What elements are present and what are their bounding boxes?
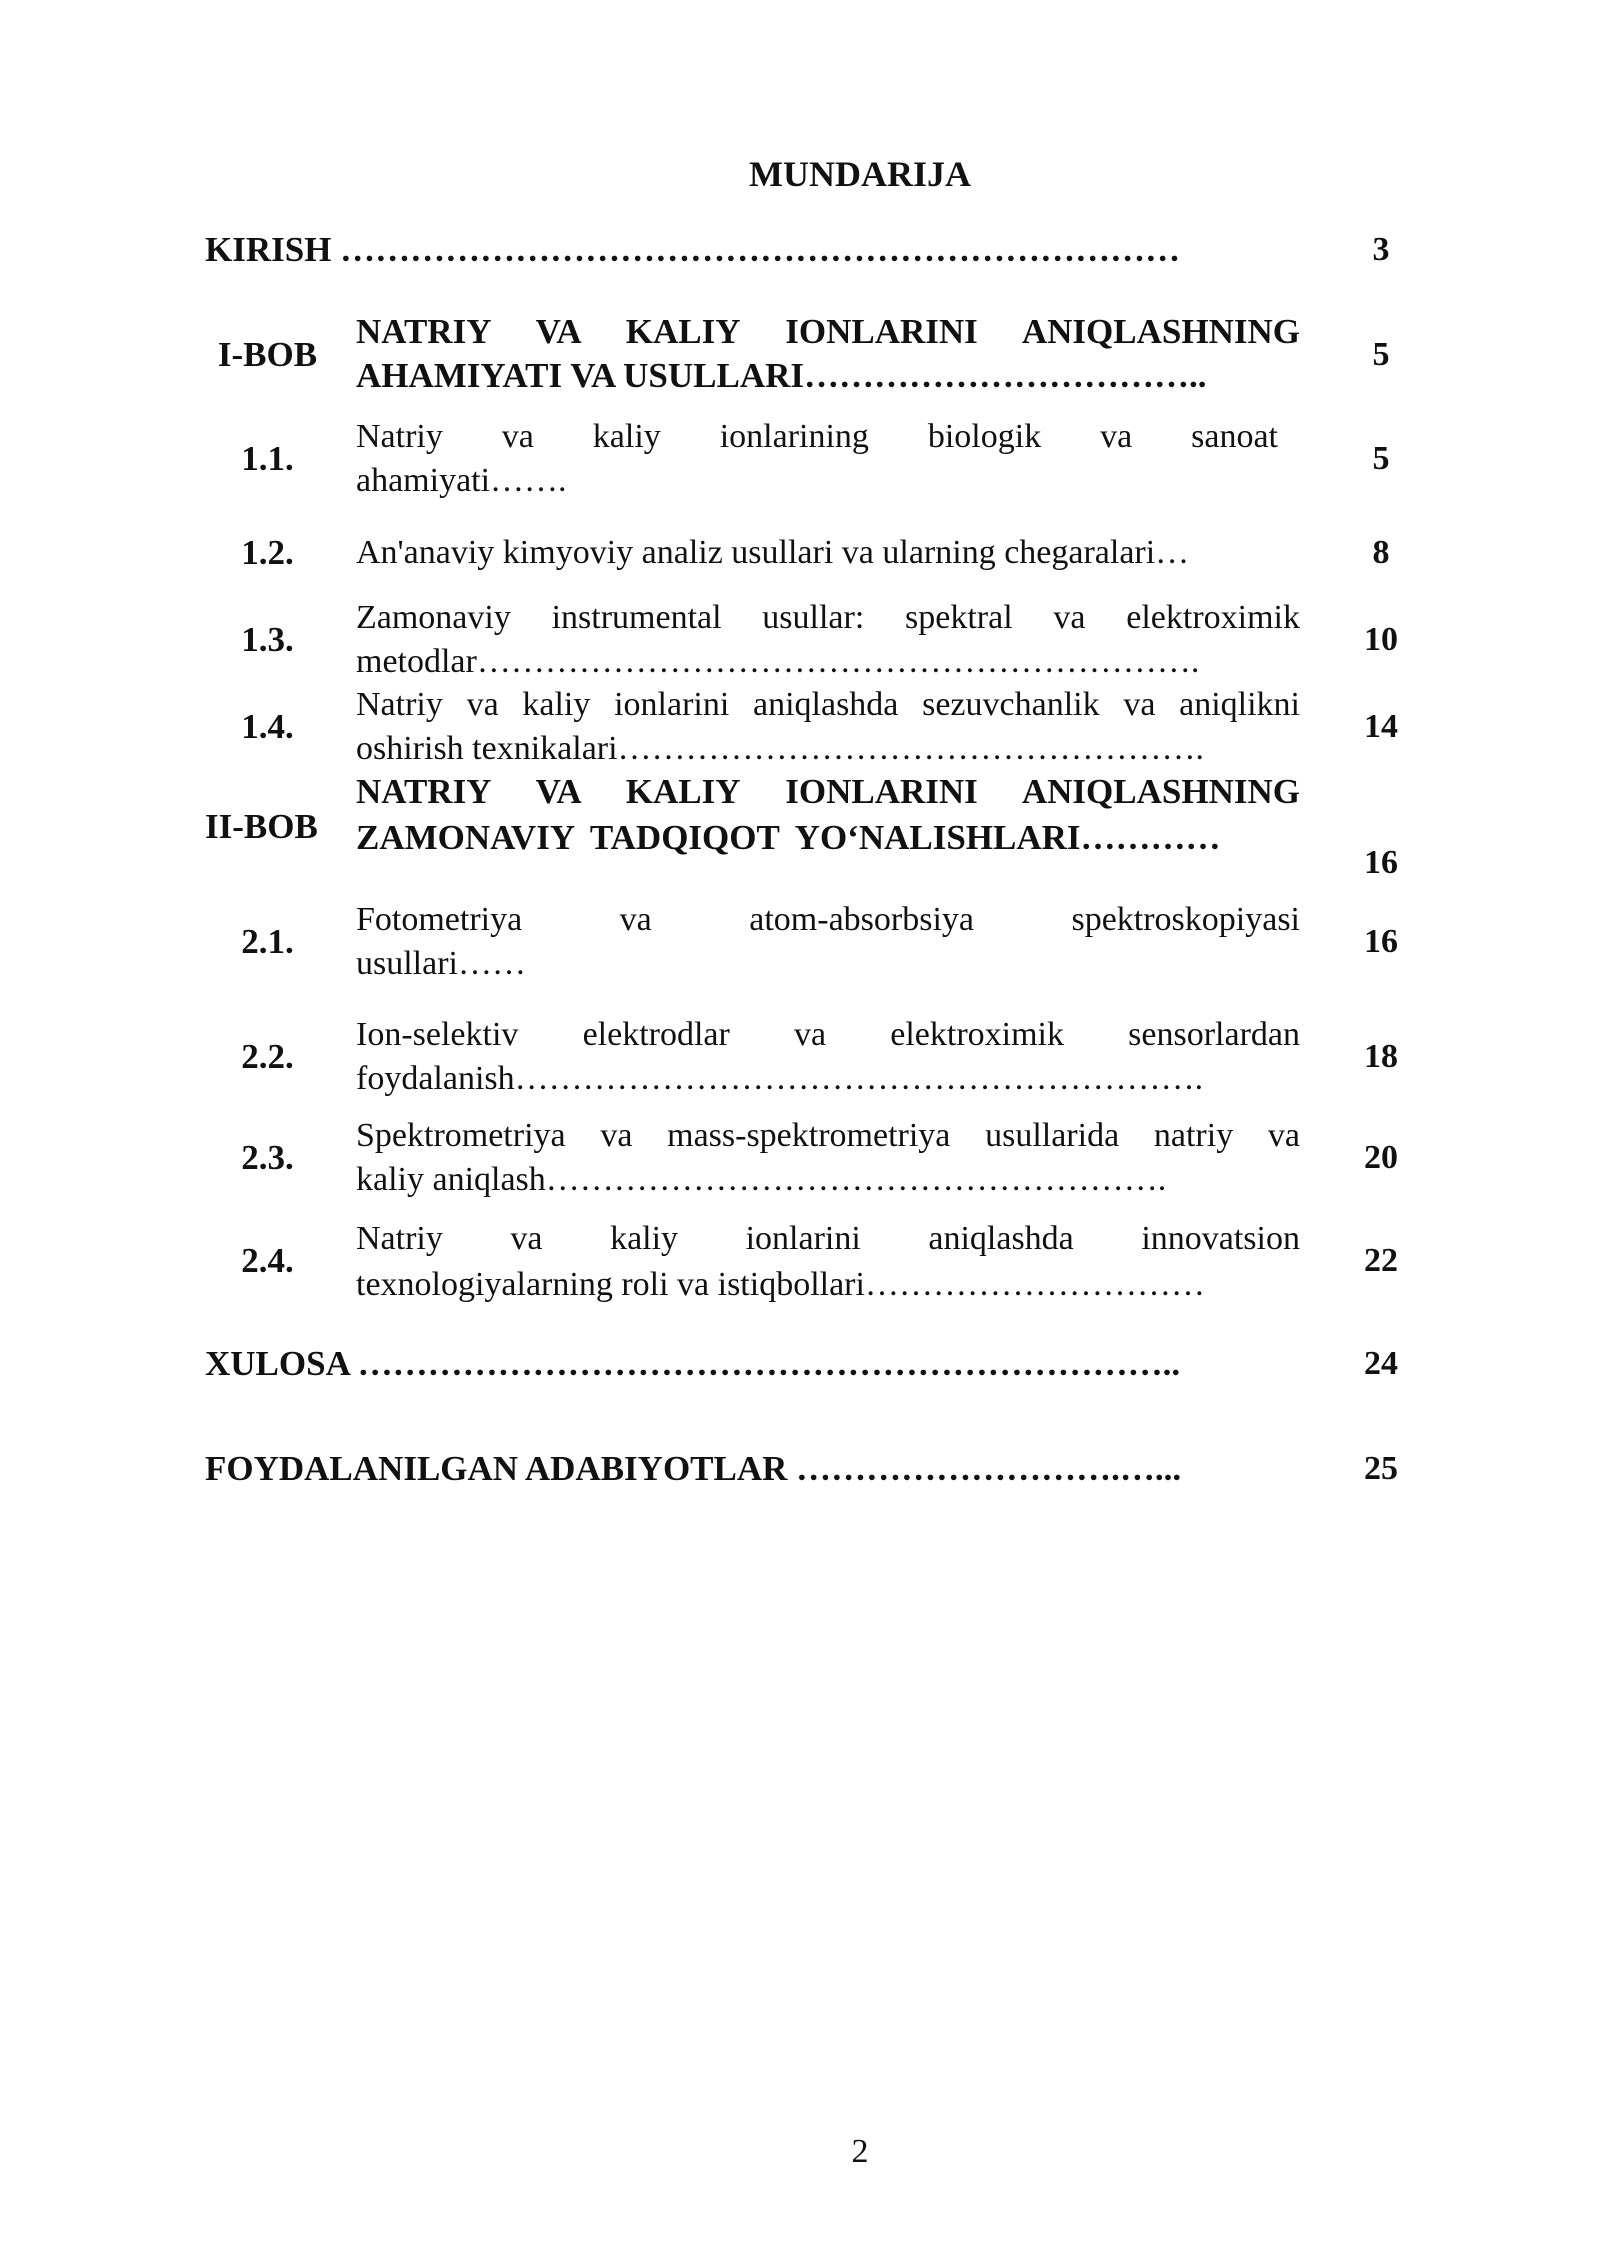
section-title-line-1: Spektrometriya va mass-spektrometriya usullarida natriy va (356, 1117, 1300, 1154)
entry-page-number: 20 (1364, 1139, 1398, 1176)
chapter-title-line-2: ZAMONAVIY TADQIQOT YO‘NALISHLARI………… (356, 818, 1221, 857)
chapter-title-line-1: NATRIY VA KALIY IONLARINI ANIQLASHNING (356, 772, 1300, 811)
chapter-title (356, 310, 1300, 398)
chapter-title-line-1: NATRIY VA KALIY IONLARINI ANIQLASHNING (356, 312, 1300, 351)
section-title-line-2: foydalanish……………………………………………………. (356, 1060, 1204, 1097)
section-title-line-1: Ion-selektiv elektrodlar va elektroximik sensorlardan (356, 1016, 1300, 1053)
entry-label: KIRISH ……………………………………………………………… (205, 230, 1181, 269)
section-title (356, 898, 1300, 986)
entry-page-number: 22 (1364, 1242, 1398, 1279)
section-number: 1.1. (241, 439, 294, 478)
entry-page-number: 8 (1372, 534, 1390, 571)
toc-title: MUNDARIJA (749, 154, 971, 194)
entry-page-number: 16 (1364, 844, 1398, 881)
section-number: 2.4. (241, 1241, 294, 1280)
entry-page-number: 18 (1364, 1038, 1398, 1075)
section-number: 2.3. (241, 1138, 294, 1177)
section-title-line-2: texnologiyalarning roli va istiqbollari………………………… (356, 1266, 1205, 1303)
entry-page-number: 5 (1372, 336, 1390, 373)
chapter-title (356, 769, 1300, 861)
entry-page-number: 5 (1372, 440, 1390, 477)
chapter-number: II-BOB (205, 807, 318, 846)
entry-page-number: 10 (1364, 621, 1398, 658)
section-title (356, 1114, 1300, 1202)
section-number: 1.2. (241, 533, 294, 572)
section-title-line-2: kaliy aniqlash………………………………………………. (356, 1161, 1167, 1198)
entry-page-number: 14 (1364, 708, 1398, 745)
section-number: 2.2. (241, 1037, 294, 1076)
page-footer-number: 2 (851, 2133, 869, 2170)
section-title-line-1: Fotometriya va atom-absorbsiya spektroskopiyasi (356, 901, 1300, 938)
section-title (356, 1013, 1300, 1101)
section-number: 1.4. (241, 707, 294, 746)
entry-label: FOYDALANILGAN ADABIYOTLAR ……………………….…... (205, 1449, 1182, 1488)
section-title (356, 1216, 1300, 1308)
section-title-line-2: metodlar………………………………………………………. (356, 643, 1200, 680)
section-title: An'anaviy kimyoviy analiz usullari va ularning chegaralari… (356, 534, 1190, 571)
chapter-title-line-2: AHAMIYATI VA USULLARI…………………………….. (356, 356, 1207, 395)
section-title-line-1: Natriy va kaliy ionlarini aniqlashda sezuvchanlik va aniqlikni (356, 686, 1300, 723)
entry-page-number: 3 (1372, 231, 1390, 268)
section-title (356, 415, 1300, 503)
section-title (356, 683, 1300, 771)
entry-label: XULOSA …………………………………………………………….. (205, 1344, 1181, 1383)
entry-page-number: 24 (1364, 1345, 1398, 1382)
section-title (356, 596, 1300, 684)
entry-page-number: 16 (1364, 923, 1398, 960)
chapter-number: I-BOB (217, 335, 318, 374)
entry-page-number: 25 (1364, 1450, 1398, 1487)
section-title-line-2: oshirish texnikalari……………………………………………. (356, 730, 1205, 767)
section-number: 2.1. (241, 922, 294, 961)
section-title-line-1: Zamonaviy instrumental usullar: spektral va elektroximik (356, 599, 1300, 636)
section-title-line-1: Natriy va kaliy ionlarining biologik va sanoat (356, 418, 1278, 455)
section-title-line-2: usullari…… (356, 945, 526, 982)
section-title-line-1: Natriy va kaliy ionlarini aniqlashda innovatsion (356, 1220, 1300, 1257)
section-title-line-2: ahamiyati……. (356, 462, 567, 499)
section-number: 1.3. (241, 620, 294, 659)
